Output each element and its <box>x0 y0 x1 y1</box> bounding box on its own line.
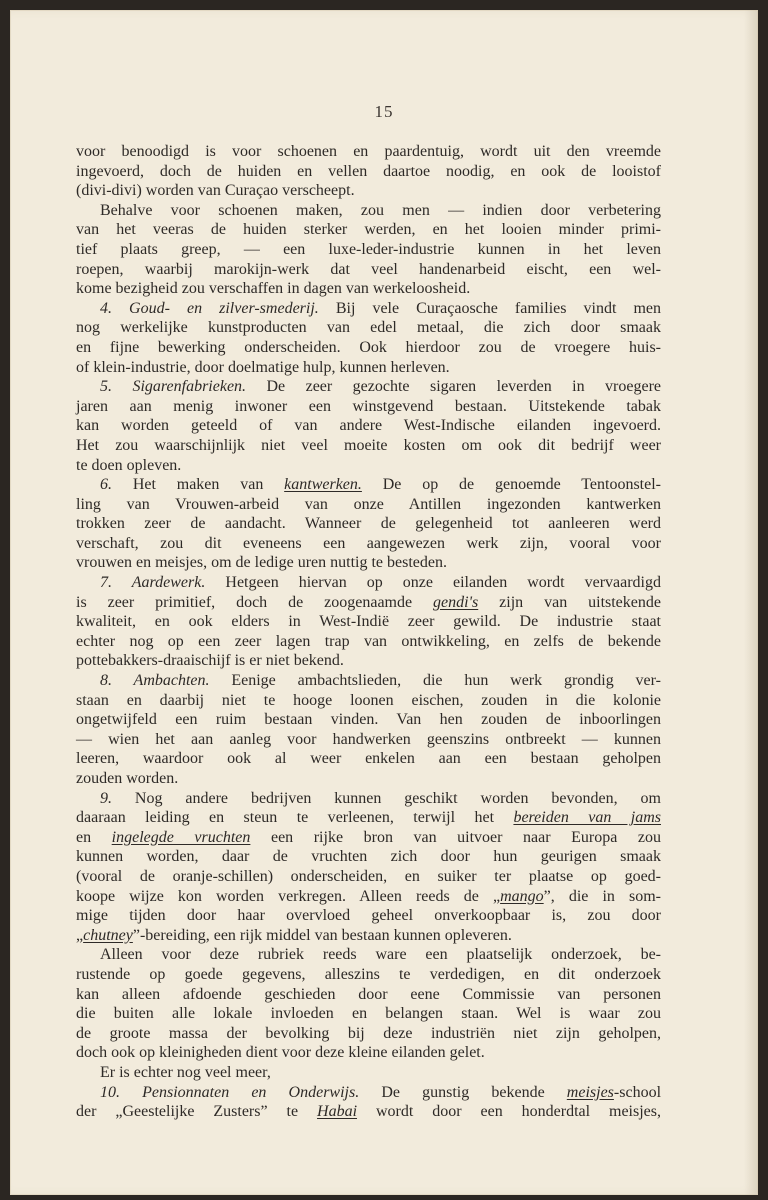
text-segment: ongetwijfeld een ruim bestaan vinden. Van hen zouden de inboorlingen <box>76 711 661 729</box>
text-line <box>76 240 661 260</box>
text-line <box>76 299 661 319</box>
text-line <box>76 142 661 162</box>
text-segment: Behalve voor schoenen maken, zou men — indien door verbetering <box>100 201 661 219</box>
text-segment: Alleen voor deze rubriek reeds ware een plaatselijk onderzoek, be- <box>100 946 661 964</box>
text-line <box>76 162 661 182</box>
text-segment: Eenige ambachtslieden, die hun werk grondig ver- <box>209 672 661 690</box>
text-line <box>76 475 661 495</box>
text-line <box>76 397 661 417</box>
italic-text: 4. Goud- en zilver-smederij. <box>100 299 319 317</box>
text-line <box>76 495 661 515</box>
text-line <box>76 651 661 671</box>
italic-text: 6. <box>100 476 133 494</box>
text-segment: leeren, waardoor ook al weer enkelen aan een bestaan geholpen <box>76 750 661 768</box>
text-line <box>76 710 661 730</box>
italic-text: 8. Ambachten. <box>100 672 210 690</box>
text-segment: zouden worden. <box>76 770 179 787</box>
text-line <box>76 553 661 573</box>
text-segment: pottebakkers-draaischijf is er niet bekend. <box>76 652 344 670</box>
text-line <box>76 573 661 593</box>
text-line <box>76 377 661 397</box>
text-segment: de groote massa der bevolking bij deze industriën niet zijn geholpen, <box>76 1024 661 1042</box>
text-line <box>76 867 661 887</box>
italic-text: 5. Sigarenfabrieken. <box>100 378 247 396</box>
text-line <box>76 769 661 789</box>
italic-text: meisjes <box>566 1083 614 1101</box>
text-segment: echter nog op een zeer lagen trap van ontwikkeling, en zelfs de bekende <box>76 632 661 650</box>
text-line <box>76 1024 661 1044</box>
text-segment: kwaliteit, en ook elders in West-Indië zeer gewild. De industrie staat <box>76 613 661 631</box>
text-segment: — wien het aan aanleg voor handwerken geenszins ontbreekt — kunnen <box>76 730 661 748</box>
text-line <box>76 632 661 652</box>
text-line <box>76 691 661 711</box>
italic-text: kantwerken. <box>284 476 362 494</box>
italic-text: mango <box>500 887 544 905</box>
text-line <box>76 318 661 338</box>
text-segment: daaraan leiding en steun te verleenen, terwijl het <box>76 809 514 827</box>
text-line <box>76 514 661 534</box>
text-line <box>76 220 661 240</box>
text-line <box>76 593 661 613</box>
text-segment: Bij vele Curaçaosche families vindt men <box>318 299 662 317</box>
text-segment: te doen opleven. <box>76 456 182 474</box>
text-segment: staan en daarbij niet te hooge loonen eischen, zouden in die kolonie <box>76 691 661 709</box>
text-segment: kunnen worden, daar de vruchten zich door hun geurigen smaak <box>76 848 661 866</box>
text-segment: kome bezigheid zou verschaffen in dagen van werkeloosheid. <box>76 280 471 298</box>
text-segment: Het maken van <box>132 476 285 494</box>
text-segment: of klein-industrie, door doelmatige hulp, kunnen herleven. <box>76 358 450 376</box>
text-segment: zijn van uitstekende <box>478 593 661 611</box>
text-line <box>76 808 661 828</box>
text-line <box>76 847 661 867</box>
text-segment: koope wijze kon worden verkregen. Alleen reeds de „ <box>76 887 501 905</box>
text-segment: en <box>76 828 112 846</box>
text-line <box>76 671 661 691</box>
text-segment: ”-bereiding, een rijk middel van bestaan kunnen opleveren. <box>132 926 512 944</box>
text-segment: rustende op goede gegevens, alleszins te verdedigen, en dit onderzoek <box>76 965 661 983</box>
text-line <box>76 279 661 299</box>
text-segment: en fijne bewerking onderscheiden. Ook hierdoor zou de vroegere huis- <box>76 338 661 356</box>
italic-text: gendi's <box>433 593 479 611</box>
text-segment: wordt door een honderdtal meisjes, <box>357 1103 661 1121</box>
text-segment: Het zou waarschijnlijk niet veel moeite kosten om ook dit bedrijf weer <box>76 436 661 454</box>
text-segment: jaren aan menig inwoner een winstgevend bestaan. Uitstekende tabak <box>76 397 661 415</box>
italic-text: bereiden van jams <box>513 809 661 827</box>
text-line <box>76 612 661 632</box>
text-line <box>76 201 661 221</box>
text-segment: een rijke bron van uitvoer naar Europa zou <box>250 828 662 846</box>
italic-text: 10. Pensionnaten en Onderwijs. <box>100 1083 360 1101</box>
text-segment: trokken zeer de aandacht. Wanneer de gelegenheid tot aanleeren werd <box>76 515 661 533</box>
text-segment: kan alleen afdoende geschieden door eene Commissie van personen <box>76 985 661 1003</box>
text-line <box>76 906 661 926</box>
text-segment: „ <box>76 926 84 944</box>
text-line <box>76 338 661 358</box>
text-segment: -school <box>613 1083 662 1101</box>
text-line <box>76 985 661 1005</box>
text-segment: (divi-divi) worden van Curaçao verscheept. <box>76 182 355 200</box>
text-segment: der „Geestelijke Zusters” te <box>76 1103 318 1121</box>
text-segment: mige tijden door haar overvloed geheel onverkoopbaar is, zou door <box>76 907 661 925</box>
text-segment: tief plaats greep, — een luxe-leder-industrie kunnen in het leven <box>76 240 661 258</box>
book-page <box>10 10 758 1195</box>
text-line <box>76 789 661 809</box>
text-segment: Hetgeen hiervan op onze eilanden wordt vervaardigd <box>205 574 661 592</box>
text-segment: ”, die in som- <box>543 887 662 905</box>
text-line <box>76 926 661 946</box>
text-segment: is zeer primitief, doch de zoogenaamde <box>76 593 434 611</box>
text-segment: van het veeras de huiden sterker werden, en het looien minder primi- <box>76 221 661 239</box>
text-line <box>76 887 661 907</box>
text-line <box>76 828 661 848</box>
text-line <box>76 534 661 554</box>
italic-text: Habai <box>317 1103 358 1121</box>
text-segment: verschaft, zou dit eveneens een aangewezen werk zijn, vooral voor <box>76 534 661 552</box>
italic-text: 7. Aardewerk. <box>100 574 206 592</box>
text-line <box>76 416 661 436</box>
text-line <box>76 1004 661 1024</box>
text-segment: ingevoerd, doch de huiden en vellen daartoe noodig, en ook de looistof <box>76 162 661 180</box>
text-segment: voor benoodigd is voor schoenen en paardentuig, wordt uit den vreemde <box>76 143 661 160</box>
text-segment: De zeer gezochte sigaren leverden in vroegere <box>246 378 661 396</box>
text-segment: Er is echter nog veel meer, <box>100 1063 271 1081</box>
page-number: 15 <box>374 102 394 121</box>
italic-text: chutney <box>83 926 133 944</box>
text-line <box>76 1043 661 1063</box>
text-segment: De gunstig bekende <box>359 1083 567 1101</box>
text-segment: die buiten alle lokale invloeden en belangen staan. Wel is waar zou <box>76 1005 661 1023</box>
text-line <box>76 945 661 965</box>
text-segment: doch ook op kleinigheden dient voor deze kleine eilanden gelet. <box>76 1044 485 1062</box>
body-text <box>76 142 661 1122</box>
italic-text: 9. <box>100 789 135 807</box>
text-segment: nog werkelijke kunstproducten van edel metaal, die zich door smaak <box>76 319 661 337</box>
text-line <box>76 965 661 985</box>
text-line <box>76 1083 661 1103</box>
text-segment: De op de genoemde Tentoonstel- <box>361 476 661 494</box>
text-line <box>76 456 661 476</box>
text-line <box>76 358 661 378</box>
text-line <box>76 749 661 769</box>
text-segment: kan worden geteeld of van andere West-Indische eilanden ingevoerd. <box>76 417 661 435</box>
text-segment: (vooral de oranje-schillen) onderscheiden, en suiker ter plaatse op goed- <box>76 867 661 885</box>
text-segment: roepen, waarbij marokijn-werk dat veel handenarbeid eischt, een wel- <box>76 260 661 278</box>
text-segment: vrouwen en meisjes, om de ledige uren nuttig te besteden. <box>76 554 448 572</box>
text-line <box>76 1102 661 1122</box>
text-line <box>76 730 661 750</box>
text-line <box>76 181 661 201</box>
italic-text: ingelegde vruchten <box>111 828 251 846</box>
text-line <box>76 1063 661 1083</box>
text-line <box>76 436 661 456</box>
text-segment: Nog andere bedrijven kunnen geschikt worden bevonden, om <box>134 789 661 807</box>
text-line <box>76 260 661 280</box>
text-segment: ling van Vrouwen-arbeid van onze Antillen ingezonden kantwerken <box>76 495 661 513</box>
